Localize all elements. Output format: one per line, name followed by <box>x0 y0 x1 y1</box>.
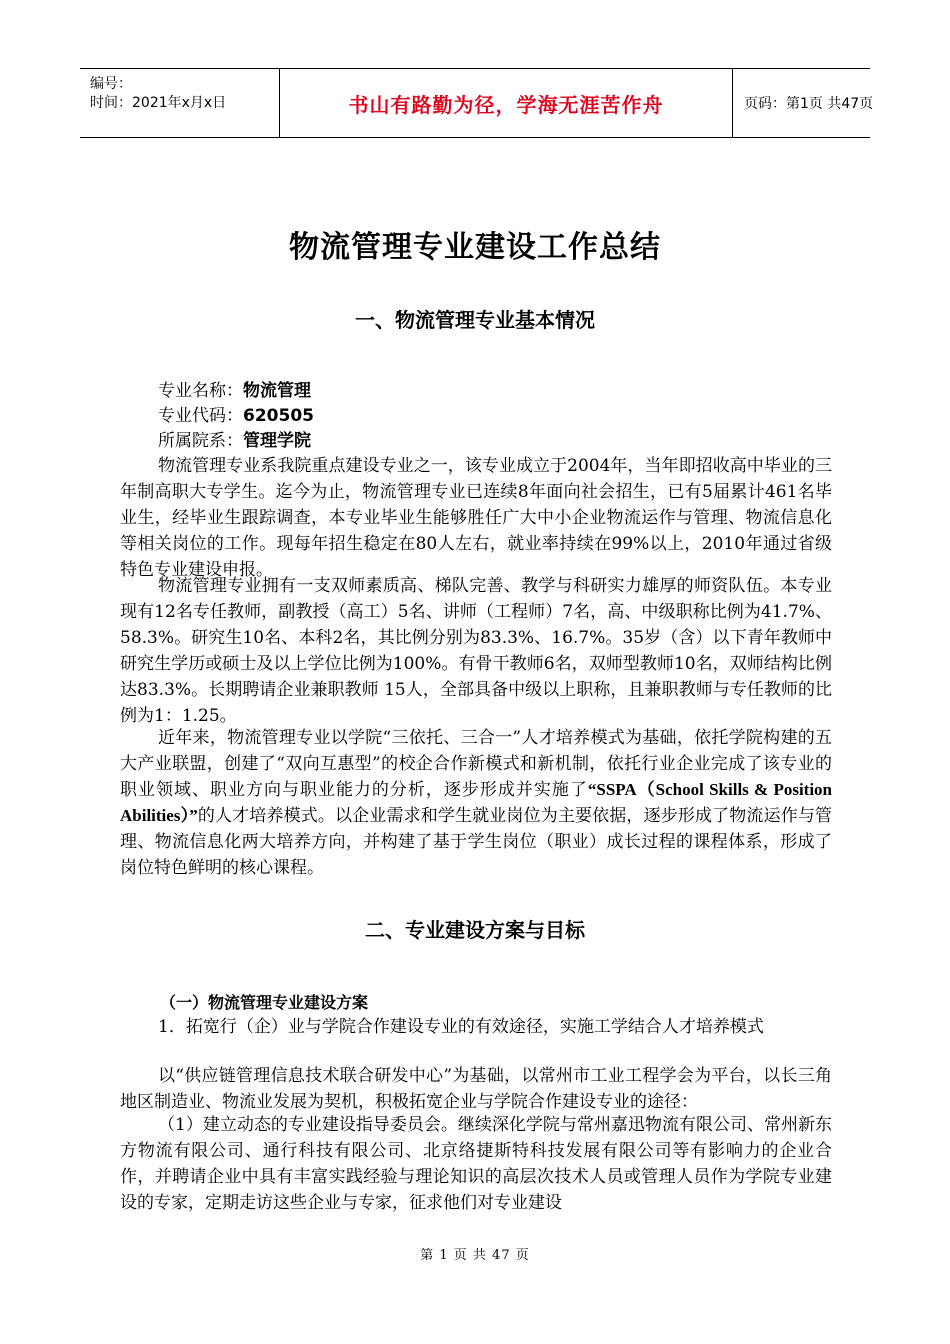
section2-heading: 二、专业建设方案与目标 <box>365 918 585 942</box>
motto: 书山有路勤为径，学海无涯苦作舟 <box>280 69 733 137</box>
info-value: 620505 <box>243 406 314 426</box>
paragraph-training-model <box>120 725 832 881</box>
paragraph-faculty: 物流管理专业拥有一支双师素质高、梯队完善、教学与科研实力雄厚的师资队伍。本专业现有12名专任教师，副教授（高工）5名、讲师（工程师）7名，高、中级职称比例为41.7%、58.3%。研究生10名、本科2名，其比例分别为83.3%、16.7%。35岁（含）以下青年教师中研究生学历或硕士及以上学位比例为100%。有骨干教师6名，双师型教师10名，双师结构比例达83.3%。长期聘请企业兼职教师 15人，全部具备中级以上职称，且兼职教师与专任教师的比例为1：1.25。 <box>120 576 832 726</box>
paragraph-committee: （1）建立动态的专业建设指导委员会。继续深化学院与常州嘉迅物流有限公司、常州新东方物流有限公司、通行科技有限公司、北京络捷斯特科技发展有限公司等有影响力的企业合作，并聘请企业中具有丰富实践经验与理论知识的高层次技术人员或管理人员作为学院专业建设的专家，定期走访这些企业与专家，征求他们对专业建设 <box>120 1115 832 1213</box>
info-label: 专业名称： <box>158 381 243 401</box>
item-1: 1．拓宽行（企）业与学院合作建设专业的有效途径，实施工学结合人才培养模式 <box>158 1017 764 1037</box>
p3-bold-model: “SSPA（School Skills & Position Abilities）” <box>120 780 833 825</box>
page-info: 页码：第1页 共47页 <box>744 96 874 112</box>
paragraph-platform: 以“供应链管理信息技术联合研发中心”为基础，以常州市工业工程学会为平台，以长三角地区制造业、物流业发展为契机，积极拓宽企业与学院合作建设专业的途径： <box>120 1066 832 1112</box>
document-title: 物流管理专业建设工作总结 <box>289 230 661 265</box>
info-value: 管理学院 <box>243 431 311 451</box>
paragraph-overview: 物流管理专业系我院重点建设专业之一，该专业成立于2004年，当年即招收高中毕业的三年制高职大专学生。迄今为止，物流管理专业已连续8年面向社会招生，已有5届累计461名毕业生，经毕业生跟踪调查，本专业毕业生能够胜任广大中小企业物流运作与管理、物流信息化等相关岗位的工作。现每年招生稳定在80人左右，就业率持续在99%以上，2010年通过省级特色专业建设申报。 <box>120 456 832 580</box>
info-department <box>158 428 311 454</box>
header-table <box>80 68 874 138</box>
page-footer: 第 1 页 共 47 页 <box>420 1248 530 1263</box>
subsection-heading: （一）物流管理专业建设方案 <box>160 993 369 1012</box>
info-label: 所属院系： <box>158 431 243 451</box>
p3-text-b: 的人才培养模式。以企业需求和学生就业岗位为主要依据，逐步形成了物流运作与管理、物流信息化两大培养方向，并构建了基于学生岗位（职业）成长过程的课程体系，形成了岗位特色鲜明的核心课程。 <box>120 806 832 878</box>
time-label: 时间：2021年x月x日 <box>90 95 227 111</box>
number-label: 编号： <box>90 76 132 92</box>
section1-heading: 一、物流管理专业基本情况 <box>355 308 595 332</box>
info-major-name <box>158 378 311 404</box>
info-value: 物流管理 <box>243 381 311 401</box>
p3-text-a: 近年来，物流管理专业以学院“三依托、三合一”人才培养模式为基础，依托学院构建的五大产业联盟，创建了“双向互惠型”的校企合作新模式和新机制，依托行业企业完成了该专业的职业领域、职业方向与职业能力的分析，逐步形成并实施了 <box>120 728 832 800</box>
header-meta-cell <box>80 69 280 137</box>
info-label: 专业代码： <box>158 406 243 426</box>
info-major-code <box>158 403 314 429</box>
